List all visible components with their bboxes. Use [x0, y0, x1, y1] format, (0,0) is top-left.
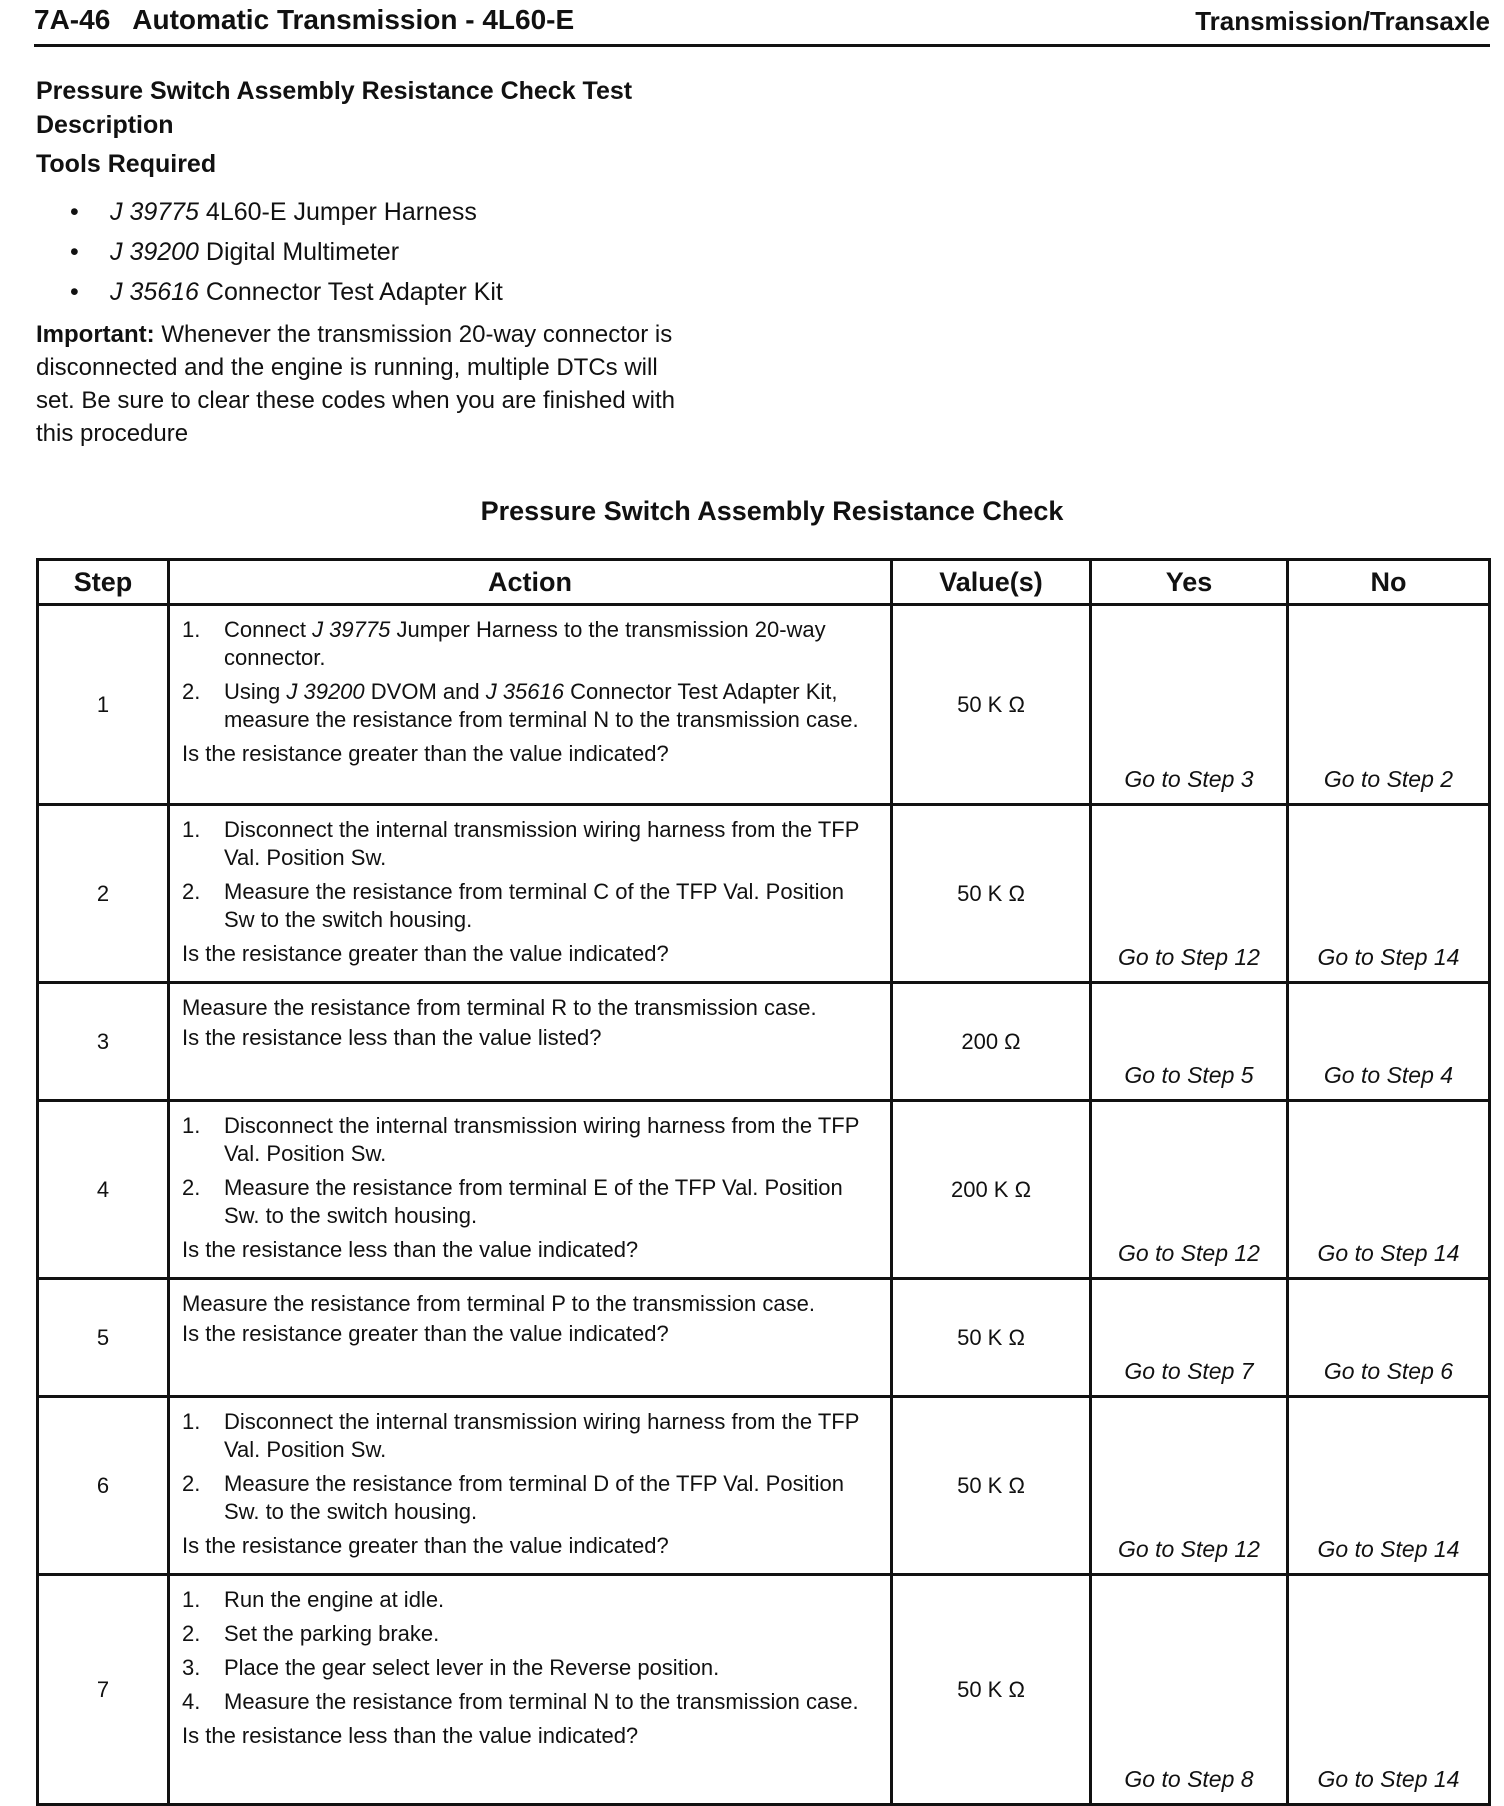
action-step-number: 1. [182, 817, 201, 842]
header-value: Value(s) [892, 560, 1091, 605]
action-cell [169, 605, 892, 805]
step-number: 5 [38, 1279, 169, 1397]
action-text: Measure the resistance from terminal R to the transmission case. [182, 995, 817, 1020]
yes-result: Go to Step 3 [1091, 605, 1288, 805]
action-step [182, 1688, 880, 1716]
action-steps [182, 816, 880, 934]
important-text: Whenever the transmission 20-way connector is disconnected and the engine is running, multiple DTCs will set. Be sure to clear these codes when you are finished with this procedure [36, 321, 676, 447]
tool-item [70, 272, 503, 312]
page-header [34, 0, 1490, 47]
action-step-number: 2. [182, 1175, 201, 1200]
yes-result: Go to Step 12 [1091, 805, 1288, 983]
value-cell: 50 K Ω [892, 605, 1091, 805]
tool-number: J 35616 [110, 278, 199, 306]
action-steps [182, 1112, 880, 1230]
tool-name: Connector Test Adapter Kit [198, 278, 503, 306]
value-cell: 200 Ω [892, 983, 1091, 1101]
bullet-icon: • [70, 198, 79, 226]
action-step-number: 2. [182, 679, 201, 704]
action-cell [169, 1397, 892, 1575]
resistance-check-table [36, 558, 1491, 1806]
action-steps [182, 1586, 880, 1716]
value-cell: 50 K Ω [892, 1279, 1091, 1397]
yes-result: Go to Step 12 [1091, 1397, 1288, 1575]
action-step-number: 1. [182, 1587, 201, 1612]
tool-number: J 39200 [110, 238, 199, 266]
action-cell [169, 1101, 892, 1279]
action-question: Is the resistance greater than the value indicated? [182, 1533, 669, 1558]
action-text: Measure the resistance from terminal E of the TFP Val. Position Sw. to the switch housing. [224, 1175, 843, 1228]
tool-number: J 39775 [312, 617, 391, 642]
table-row [38, 1575, 1490, 1805]
value-cell: 50 K Ω [892, 805, 1091, 983]
action-cell [169, 1575, 892, 1805]
action-text: Disconnect the internal transmission wiring harness from the TFP Val. Position Sw. [224, 817, 860, 870]
action-step-number: 2. [182, 1471, 201, 1496]
tool-number: J 35616 [485, 679, 564, 704]
value-cell: 50 K Ω [892, 1575, 1091, 1805]
action-step [182, 1470, 880, 1526]
no-result: Go to Step 14 [1288, 1101, 1490, 1279]
step-number: 7 [38, 1575, 169, 1805]
action-step-number: 2. [182, 1621, 201, 1646]
action-step [182, 878, 880, 934]
action-text: Run the engine at idle. [224, 1587, 445, 1612]
step-number: 4 [38, 1101, 169, 1279]
action-step [182, 1620, 880, 1648]
bullet-icon: • [70, 238, 79, 266]
table-row [38, 1101, 1490, 1279]
header-step: Step [38, 560, 169, 605]
table-row [38, 605, 1490, 805]
yes-result: Go to Step 7 [1091, 1279, 1288, 1397]
tool-name: Digital Multimeter [198, 238, 400, 266]
header-no: No [1288, 560, 1490, 605]
action-step [182, 1586, 880, 1614]
yes-result: Go to Step 8 [1091, 1575, 1288, 1805]
step-number: 1 [38, 605, 169, 805]
no-result: Go to Step 14 [1288, 805, 1490, 983]
header-left [34, 4, 574, 36]
action-text: Measure the resistance from terminal D of the TFP Val. Position Sw. to the switch housing. [224, 1471, 844, 1524]
no-result: Go to Step 2 [1288, 605, 1490, 805]
action-text: Measure the resistance from terminal C of the TFP Val. Position Sw to the switch housing. [224, 879, 844, 932]
action-text: Using [224, 679, 287, 704]
action-step [182, 616, 880, 672]
action-step [182, 1408, 880, 1464]
action-step-number: 1. [182, 1113, 201, 1138]
action-question: Is the resistance greater than the value indicated? [182, 1321, 669, 1346]
action-step [182, 1112, 880, 1168]
chapter-title: Automatic Transmission - 4L60-E [132, 4, 575, 35]
step-number: 6 [38, 1397, 169, 1575]
table-row [38, 983, 1490, 1101]
action-step [182, 1654, 880, 1682]
action-step [182, 1174, 880, 1230]
action-step-number: 2. [182, 879, 201, 904]
section-name: Transmission/Transaxle [1195, 6, 1490, 36]
value-cell: 200 K Ω [892, 1101, 1091, 1279]
action-text: Disconnect the internal transmission wiring harness from the TFP Val. Position Sw. [224, 1113, 860, 1166]
action-text: Set the parking brake. [224, 1621, 440, 1646]
header-yes: Yes [1091, 560, 1288, 605]
step-number: 3 [38, 983, 169, 1101]
table-row [38, 1397, 1490, 1575]
action-text: Measure the resistance from terminal P to the transmission case. [182, 1291, 815, 1316]
action-cell [169, 1279, 892, 1397]
table-title: Pressure Switch Assembly Resistance Check [480, 496, 1064, 526]
tool-number: J 39775 [110, 198, 199, 226]
action-question: Is the resistance greater than the value indicated? [182, 941, 669, 966]
tool-item [70, 232, 503, 272]
yes-result: Go to Step 12 [1091, 1101, 1288, 1279]
table-body [38, 605, 1490, 1805]
important-label: Important: [36, 321, 155, 348]
action-step [182, 816, 880, 872]
action-question: Is the resistance less than the value indicated? [182, 1237, 639, 1262]
tools-title: Tools Required [36, 150, 217, 178]
no-result: Go to Step 6 [1288, 1279, 1490, 1397]
action-steps [182, 1408, 880, 1526]
table-row [38, 1279, 1490, 1397]
header-action: Action [169, 560, 892, 605]
action-question: Is the resistance less than the value indicated? [182, 1723, 639, 1748]
important-note [36, 318, 696, 450]
table-header-row [38, 560, 1490, 605]
value-cell: 50 K Ω [892, 1397, 1091, 1575]
table-row [38, 805, 1490, 983]
action-text: DVOM and [364, 679, 486, 704]
tools-list [70, 192, 503, 312]
bullet-icon: • [70, 278, 79, 306]
action-steps [182, 616, 880, 734]
action-cell [169, 983, 892, 1101]
action-step-number: 1. [182, 617, 201, 642]
no-result: Go to Step 4 [1288, 983, 1490, 1101]
action-text: Disconnect the internal transmission wiring harness from the TFP Val. Position Sw. [224, 1409, 860, 1462]
action-text: Jumper Harness to the transmission 20-way connector. [224, 617, 826, 670]
action-step-number: 1. [182, 1409, 201, 1434]
page-code: 7A-46 [34, 4, 111, 35]
action-question: Is the resistance less than the value listed? [182, 1025, 602, 1050]
no-result: Go to Step 14 [1288, 1397, 1490, 1575]
action-step-number: 4. [182, 1689, 201, 1714]
no-result: Go to Step 14 [1288, 1575, 1490, 1805]
description-title: Pressure Switch Assembly Resistance Check Test Description [36, 77, 633, 139]
action-text: Measure the resistance from terminal N to the transmission case. [224, 1689, 859, 1714]
action-step [182, 678, 880, 734]
tool-number: J 39200 [286, 679, 365, 704]
tool-item [70, 192, 503, 232]
tool-name: 4L60-E Jumper Harness [198, 198, 477, 226]
step-number: 2 [38, 805, 169, 983]
action-cell [169, 805, 892, 983]
action-text: Connector Test Adapter Kit, measure the resistance from terminal N to the transmission case. [224, 679, 859, 732]
yes-result: Go to Step 5 [1091, 983, 1288, 1101]
action-step-number: 3. [182, 1655, 201, 1680]
action-text: Connect [224, 617, 313, 642]
action-question: Is the resistance greater than the value indicated? [182, 741, 669, 766]
action-text: Place the gear select lever in the Reverse position. [224, 1655, 720, 1680]
